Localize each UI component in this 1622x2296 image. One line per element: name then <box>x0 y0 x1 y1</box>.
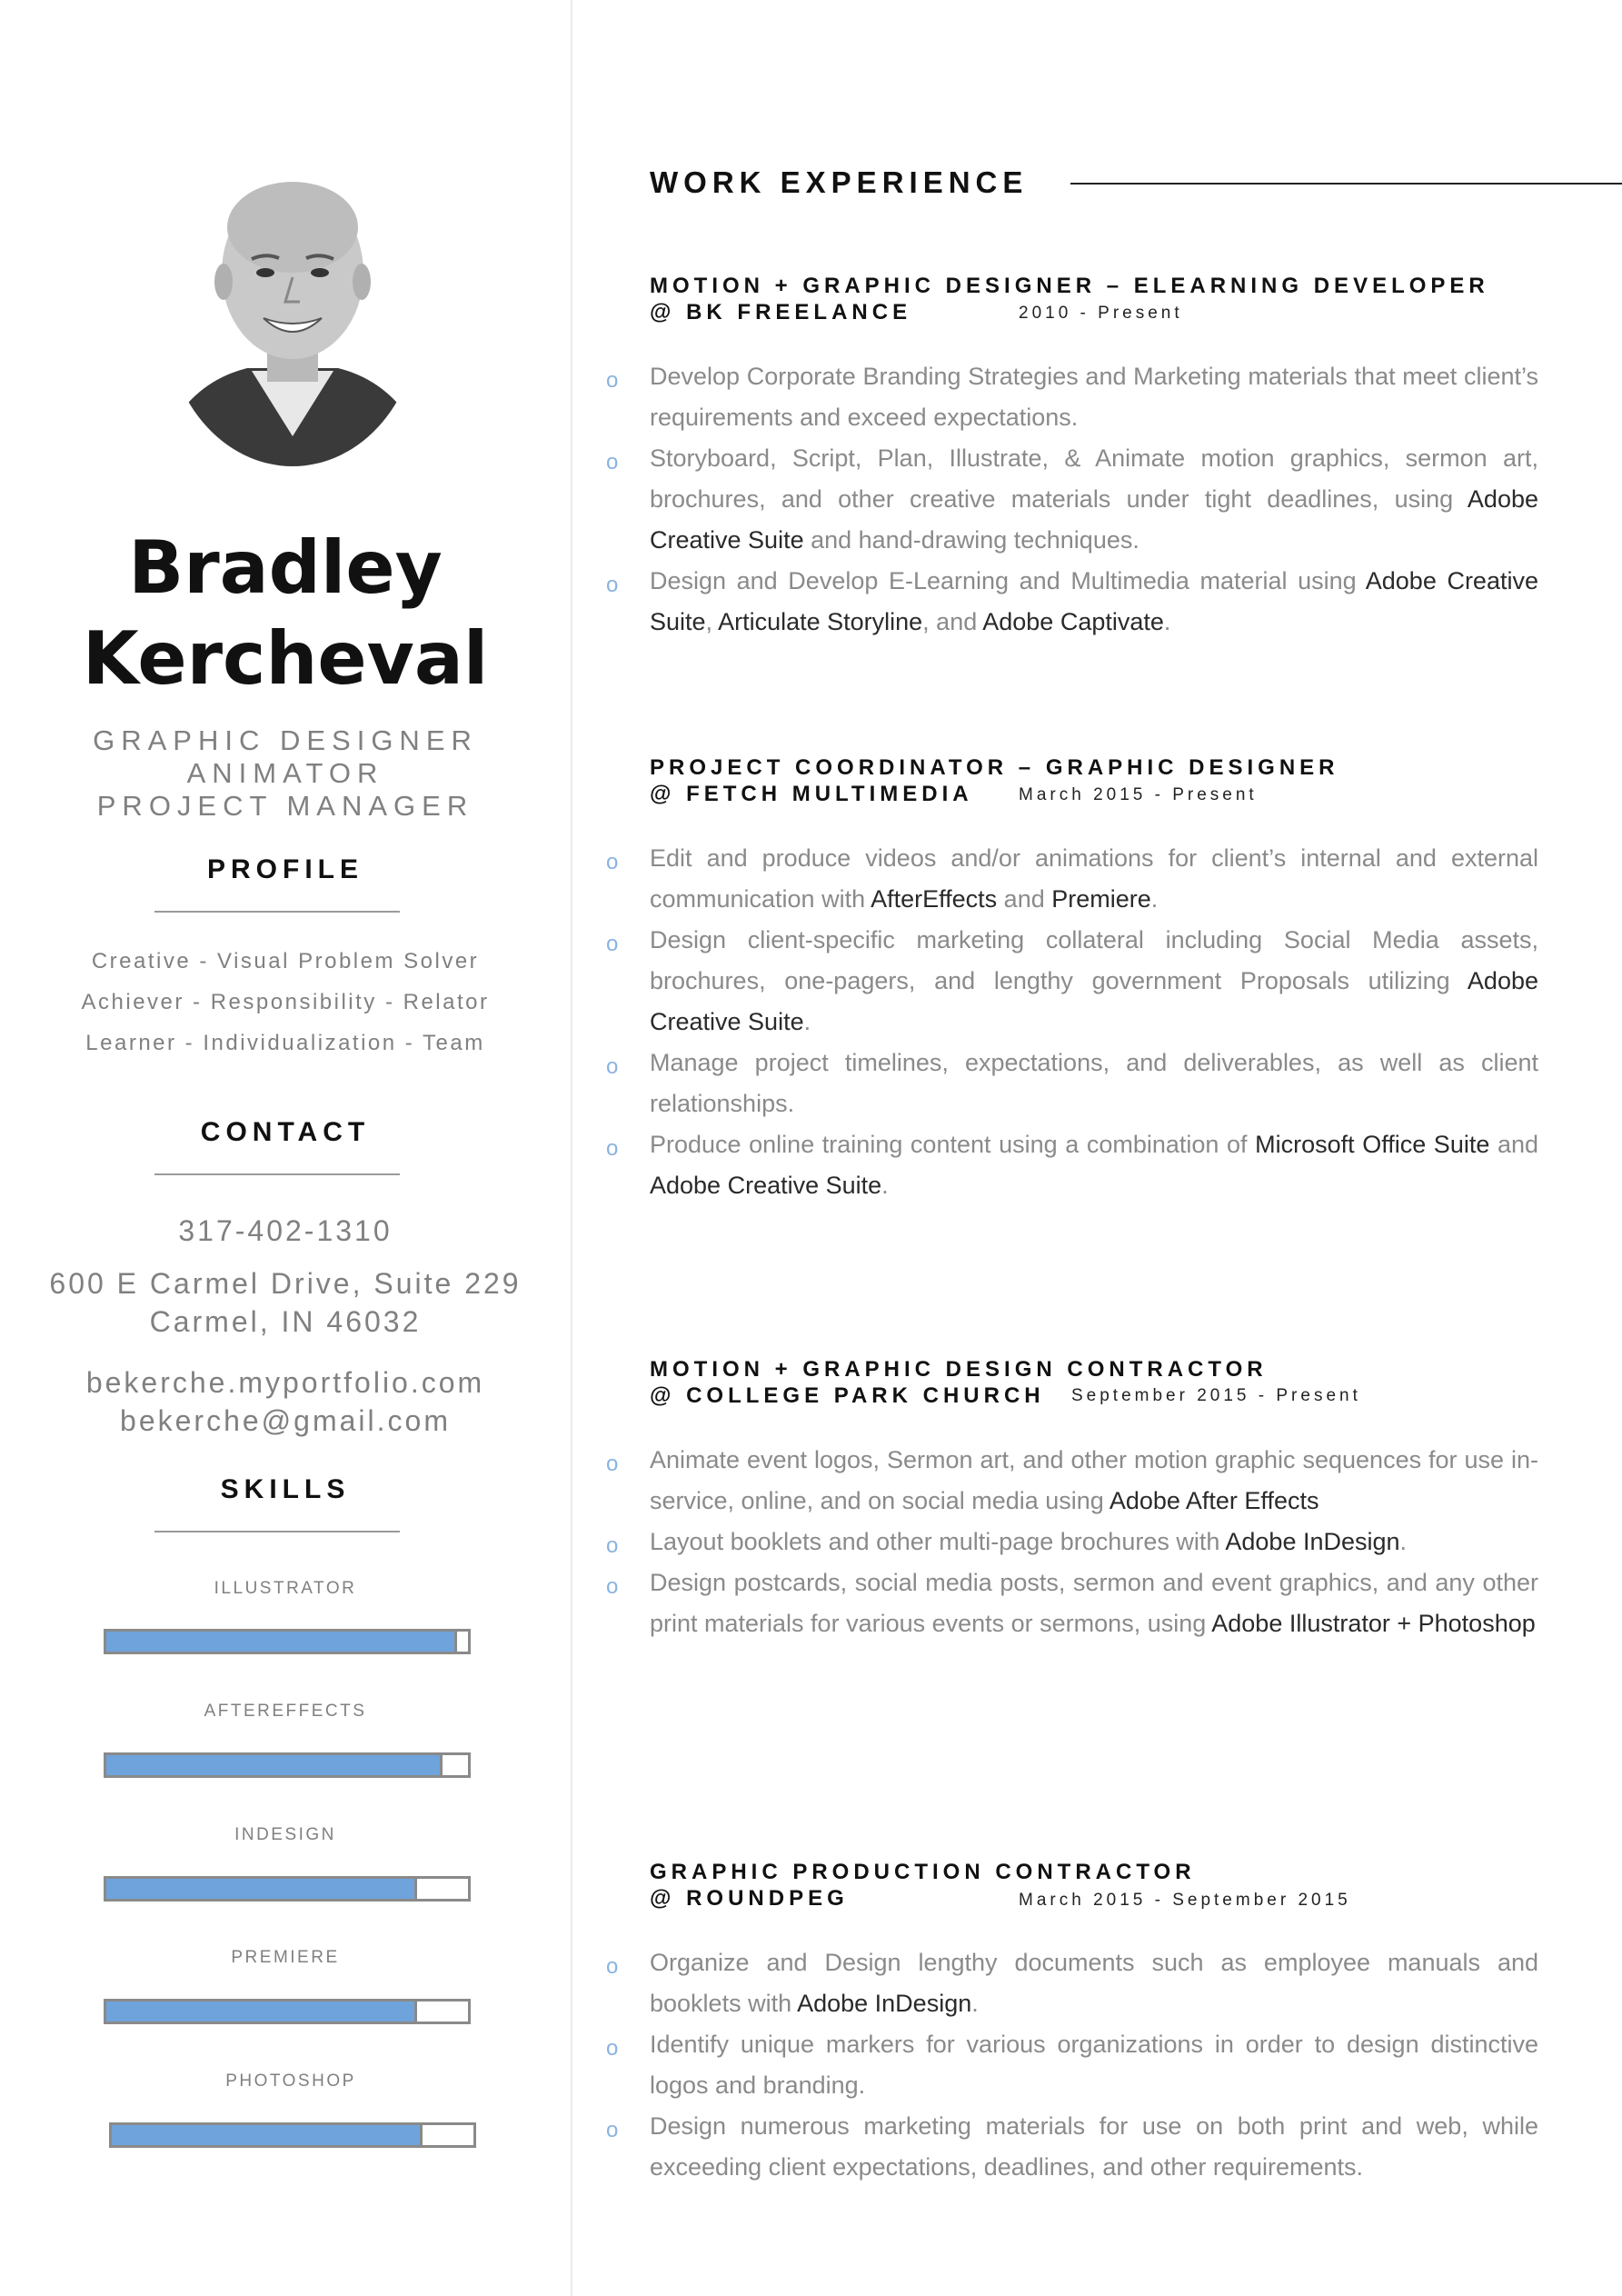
bullet-icon: o <box>606 1954 619 1979</box>
job-bullets <box>606 1942 1538 2188</box>
job-entry <box>606 1859 1558 2181</box>
profile-traits <box>0 941 571 1063</box>
skills-heading: SKILLS <box>220 1474 351 1504</box>
bullet-icon: o <box>606 1452 619 1476</box>
bullet-text: and hand-drawing techniques. <box>803 526 1139 554</box>
job-bullets <box>606 838 1538 1206</box>
profile-line: Achiever - Responsibility - Relator <box>81 990 490 1014</box>
job-entry <box>606 273 1558 635</box>
bullet-text: Design and Develop E-Learning and Multimedia material using <box>650 567 1366 594</box>
job-bullet <box>606 1522 1538 1562</box>
role-line: PROJECT MANAGER <box>96 790 474 822</box>
bullet-text: , <box>705 608 719 635</box>
highlighted-tool: AfterEffects <box>871 885 998 913</box>
job-bullet <box>606 1440 1538 1522</box>
first-name: Bradley <box>128 525 443 610</box>
bullet-icon: o <box>606 1054 619 1079</box>
highlighted-tool: Adobe Creative Suite <box>650 967 1538 1035</box>
job-company: @ FETCH MULTIMEDIA <box>650 782 973 806</box>
bullet-icon: o <box>606 2118 619 2142</box>
roles <box>0 724 571 823</box>
bullet-text: . <box>803 1008 811 1035</box>
contact-phone[interactable]: 317-402-1310 <box>178 1214 393 1247</box>
profile-line: Learner - Individualization - Team <box>85 1031 485 1055</box>
skill-bar-fill <box>106 1879 417 1899</box>
skill-label: PHOTOSHOP <box>225 2071 356 2091</box>
bullet-text: . <box>1399 1528 1408 1555</box>
job-bullet <box>606 438 1538 561</box>
job-title: GRAPHIC PRODUCTION CONTRACTOR <box>650 1860 1196 1884</box>
skill-bar-indesign <box>104 1876 471 1902</box>
profile-heading: PROFILE <box>206 854 363 884</box>
job-bullets <box>606 1440 1538 1644</box>
contact-email-link[interactable]: bekerche@gmail.com <box>120 1404 451 1437</box>
bullet-text: Layout booklets and other multi-page brochures with <box>650 1528 1226 1555</box>
highlighted-tool: Adobe InDesign <box>1225 1528 1400 1555</box>
bullet-icon: o <box>606 573 619 597</box>
bullet-icon: o <box>606 932 619 956</box>
skill-label: INDESIGN <box>234 1825 336 1844</box>
skill-bar-aftereffects <box>104 1752 471 1778</box>
job-title: MOTION + GRAPHIC DESIGN CONTRACTOR <box>650 1357 1268 1382</box>
skill-bar-premiere <box>104 1999 471 2024</box>
highlighted-tool: Articulate Storyline <box>718 608 923 635</box>
skill-label: PREMIERE <box>231 1948 340 1967</box>
bullet-text: Organize and Design lengthy documents such as employee manuals and booklets with <box>650 1949 1538 2017</box>
job-entry <box>606 1356 1558 1637</box>
bullet-text: . <box>1163 608 1171 635</box>
bullet-text: Storyboard, Script, Plan, Illustrate, & Animate motion graphics, sermon art, brochures, and other creative materials under tight deadlines, using <box>650 444 1538 513</box>
bullet-text: . <box>881 1172 889 1199</box>
skill-bar-photoshop <box>109 2122 476 2148</box>
profile-photo <box>165 164 420 466</box>
bullet-text: Produce online training content using a combination of <box>650 1131 1256 1158</box>
skills-rule <box>154 1531 400 1532</box>
column-divider <box>571 0 572 2296</box>
contact-address-line2: Carmel, IN 46032 <box>149 1305 422 1338</box>
bullet-text: Design numerous marketing materials for use on both print and web, while exceeding client expectations, deadlines, and other requirements. <box>650 2112 1538 2181</box>
skill-bar-fill <box>106 1632 457 1652</box>
job-dates: 2010 - Present <box>1019 304 1183 323</box>
bullet-icon: o <box>606 1136 619 1161</box>
job-bullet <box>606 1124 1538 1206</box>
bullet-text: and <box>1489 1131 1538 1158</box>
job-company: @ COLLEGE PARK CHURCH <box>650 1383 1045 1408</box>
bullet-text: Manage project timelines, expectations, and deliverables, as well as client relationships. <box>650 1049 1538 1117</box>
contact-address-line1: 600 E Carmel Drive, Suite 229 <box>49 1267 522 1300</box>
skill-bar-fill <box>106 1755 443 1775</box>
job-bullet <box>606 356 1538 438</box>
highlighted-tool: Microsoft Office Suite <box>1255 1131 1490 1158</box>
skill-label: ILLUSTRATOR <box>214 1579 357 1598</box>
bullet-text: and <box>997 885 1052 913</box>
job-bullet <box>606 2106 1538 2188</box>
job-bullet <box>606 1942 1538 2024</box>
bullet-icon: o <box>606 450 619 474</box>
skill-bar-illustrator <box>104 1629 471 1654</box>
bullet-text: . <box>1150 885 1159 913</box>
bullet-icon: o <box>606 368 619 393</box>
job-company: @ ROUNDPEG <box>650 1886 849 1911</box>
job-dates: March 2015 - Present <box>1019 785 1258 804</box>
job-bullet <box>606 561 1538 643</box>
job-bullet <box>606 920 1538 1043</box>
job-bullet <box>606 2024 1538 2106</box>
highlighted-tool: Adobe Creative Suite <box>650 1172 882 1199</box>
job-entry <box>606 754 1558 1199</box>
highlighted-tool: Adobe Illustrator + Photoshop <box>1211 1610 1536 1637</box>
skill-label: AFTEREFFECTS <box>204 1702 367 1721</box>
bullet-text: Develop Corporate Branding Strategies and Marketing materials that meet client’s requirements and exceed expectations. <box>650 363 1538 431</box>
last-name: Kercheval <box>82 616 489 701</box>
bullet-text: Edit and produce videos and/or animations for client’s internal and external communication with <box>650 844 1538 913</box>
skill-bar-fill <box>106 2002 417 2021</box>
job-dates: September 2015 - Present <box>1071 1386 1361 1405</box>
highlighted-tool: Adobe Creative Suite <box>650 567 1538 635</box>
profile-line: Creative - Visual Problem Solver <box>91 949 480 973</box>
contact-heading: CONTACT <box>200 1117 371 1147</box>
job-bullet <box>606 1562 1538 1644</box>
highlighted-tool: Adobe Creative Suite <box>650 485 1538 554</box>
bullet-text: Identify unique markers for various organizations in order to design distinctive logos and branding. <box>650 2031 1538 2099</box>
contact-website-link[interactable]: bekerche.myportfolio.com <box>85 1366 485 1399</box>
bullet-icon: o <box>606 850 619 874</box>
bullet-text: Design client-specific marketing collateral including Social Media assets, brochures, one-pagers, and lengthy government Proposals utilizing <box>650 926 1538 994</box>
role-line: GRAPHIC DESIGNER <box>93 724 478 756</box>
bullet-text: , and <box>922 608 983 635</box>
role-line: ANIMATOR <box>186 757 384 789</box>
work-experience-rule <box>1070 183 1622 185</box>
job-bullets <box>606 356 1538 643</box>
bullet-icon: o <box>606 1574 619 1599</box>
highlighted-tool: Adobe After Effects <box>1109 1487 1319 1514</box>
job-bullet <box>606 838 1538 920</box>
job-bullet <box>606 1043 1538 1124</box>
profile-rule <box>154 911 400 913</box>
highlighted-tool: Adobe InDesign <box>797 1990 972 2017</box>
skill-bar-fill <box>112 2125 423 2145</box>
bullet-text: Design postcards, social media posts, sermon and event graphics, and any other print materials for various events or sermons, using <box>650 1569 1538 1637</box>
highlighted-tool: Adobe Captivate <box>982 608 1164 635</box>
bullet-icon: o <box>606 2036 619 2061</box>
bullet-text: . <box>971 1990 979 2017</box>
work-experience-heading: WORK EXPERIENCE <box>650 165 1029 199</box>
bullet-icon: o <box>606 1533 619 1558</box>
highlighted-tool: Premiere <box>1051 885 1151 913</box>
bullet-text: Animate event logos, Sermon art, and other motion graphic sequences for use in-service, online, and on social media using <box>650 1446 1538 1514</box>
job-title: PROJECT COORDINATOR – GRAPHIC DESIGNER <box>650 755 1339 780</box>
job-title: MOTION + GRAPHIC DESIGNER – ELEARNING DEVELOPER <box>650 274 1489 298</box>
job-company: @ BK FREELANCE <box>650 300 912 324</box>
job-dates: March 2015 - September 2015 <box>1019 1891 1351 1910</box>
contact-rule <box>154 1173 400 1175</box>
